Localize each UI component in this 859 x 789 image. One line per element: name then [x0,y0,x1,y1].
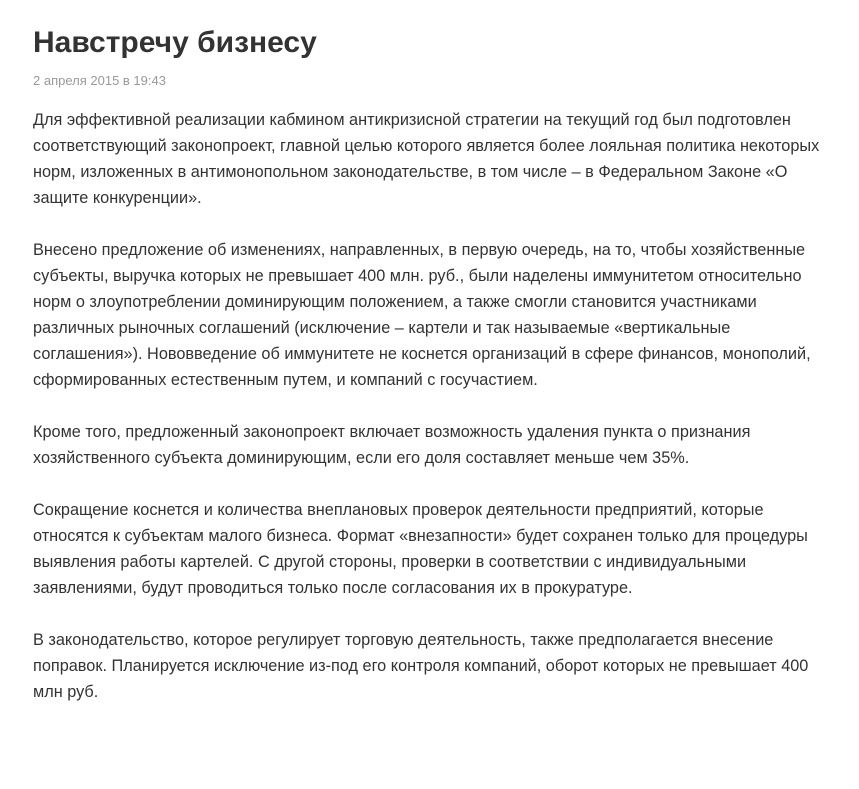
article [33,22,823,705]
article-paragraph: Сокращение коснется и количества внеплановых проверок деятельности предприятий, которые относятся к субъектам малого бизнеса. Формат «внезапности» будет сохранен только для процедуры выявления работы картелей. С другой стороны, проверки в соответствии с индивидуальными заявлениями, будут проводиться только после согласования их в прокуратуре. [33,501,808,597]
article-date: 2 апреля 2015 в 19:43 [33,73,166,88]
article-paragraph: Кроме того, предложенный законопроект включает возможность удаления пункта о признания хозяйственного субъекта доминирующим, если его доля составляет меньше чем 35%. [33,423,751,467]
article-paragraph: Внесено предложение об изменениях, направленных, в первую очередь, на то, чтобы хозяйственные субъекты, выручка которых не превышает 400 млн. руб., были наделены иммунитетом относительно норм о злоупотреблении доминирующим положением, а также смогли становится участниками различных рыночных соглашений (исключение – картели и так называемые «вертикальные соглашения»). Нововведение об иммунитете не коснется организаций в сфере финансов, монополий, сформированных естественным путем, и компаний с госучастием. [33,241,811,389]
article-paragraph: Для эффективной реализации кабмином антикризисной стратегии на текущий год был подготовлен соответствующий законопроект, главной целью которого является более лояльная политика некоторых норм, изложенных в антимонопольном законодательстве, в том числе – в Федеральном Законе «О защите конкуренции». [33,111,820,207]
article-paragraph: В законодательство, которое регулирует торговую деятельность, также предполагается внесение поправок. Планируется исключение из-под его контроля компаний, оборот которых не превышает 400 млн руб. [33,631,809,701]
article-title: Навстречу бизнесу [33,26,317,59]
article-body [33,107,823,705]
